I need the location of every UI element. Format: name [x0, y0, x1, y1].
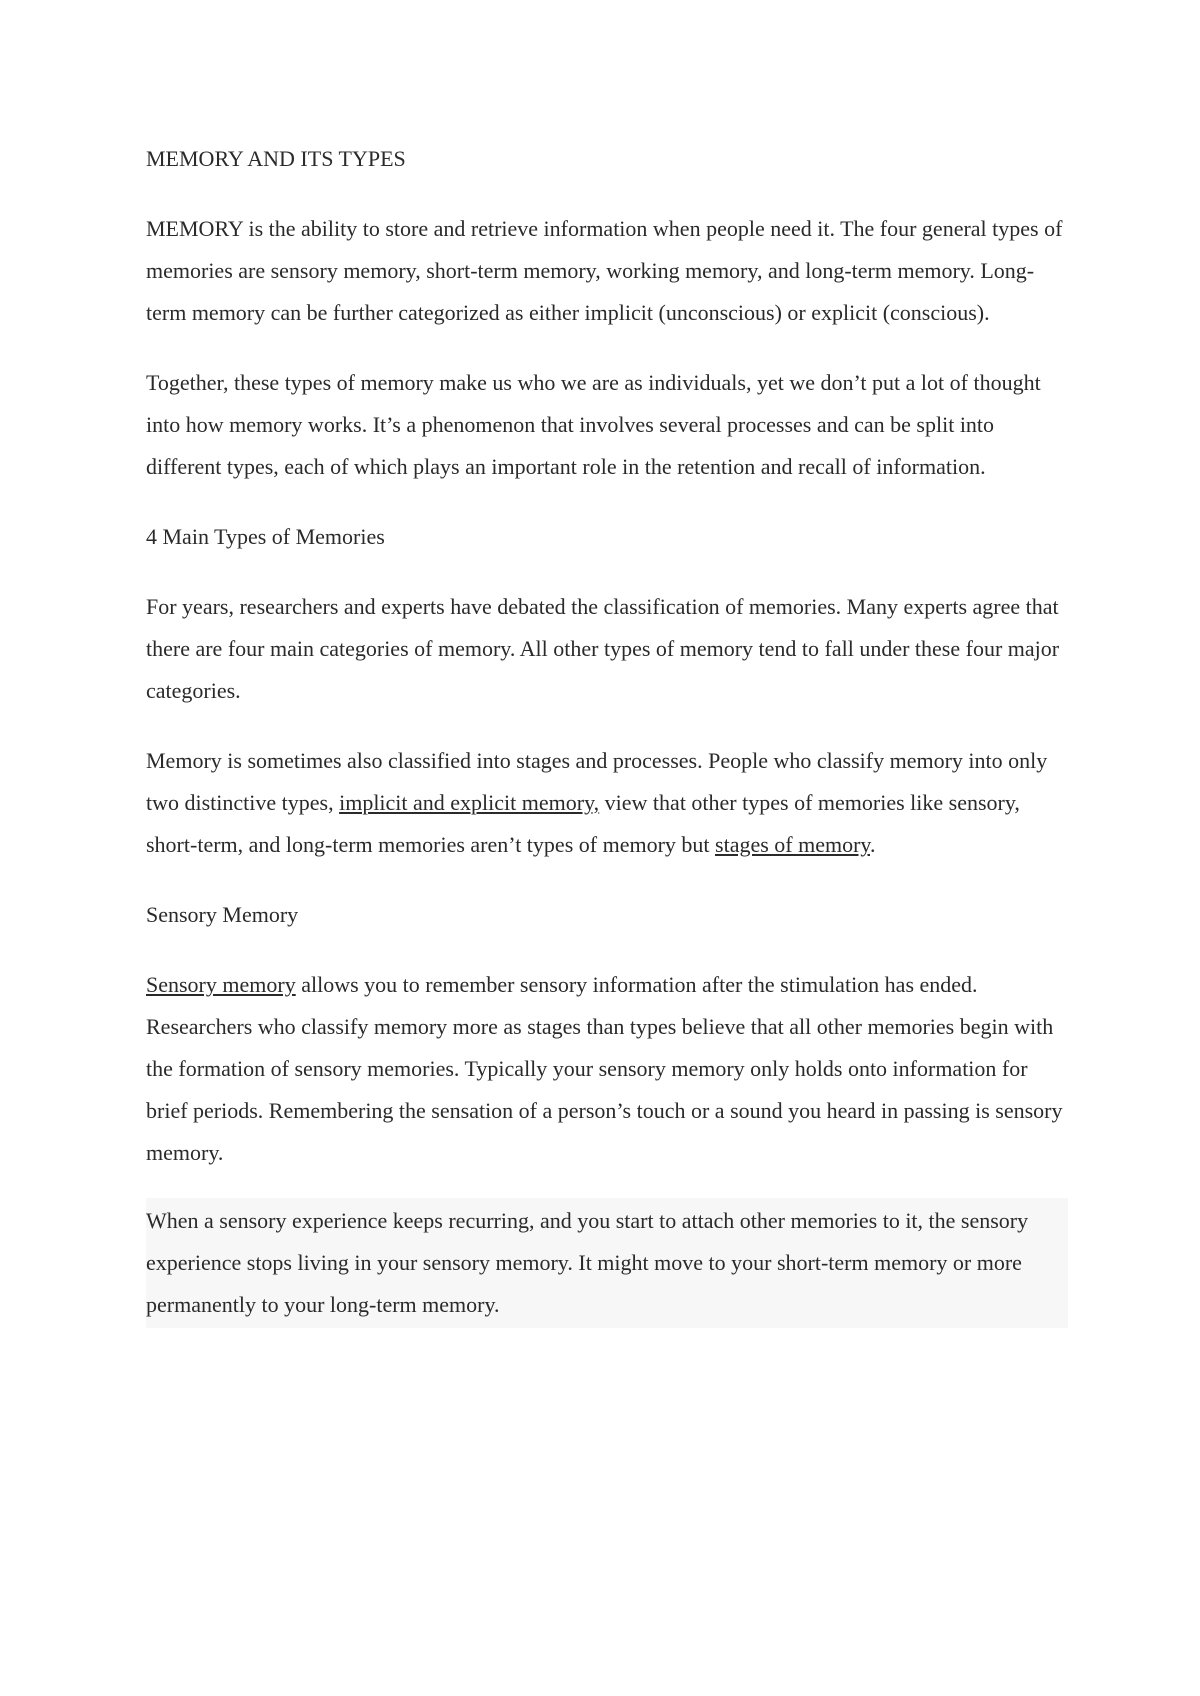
section-heading-main-types: 4 Main Types of Memories: [146, 524, 385, 549]
sensory-paragraph: [146, 964, 1068, 1174]
stages-text-middle: view that other types of memories like sensory, short-term, and long-term memories aren’t types of memory but: [146, 790, 1020, 857]
implicit-explicit-memory-link[interactable]: implicit and explicit memory,: [339, 790, 600, 815]
stages-text-start: Memory is sometimes also classified into stages and processes. People who classify memory into only two distinctive types,: [146, 748, 1048, 815]
classification-paragraph: For years, researchers and experts have debated the classification of memories. Many experts agree that there are four main categories of memory. All other types of memory tend to fall under these four major categories.: [146, 594, 1060, 703]
recurring-experience-paragraph: When a sensory experience keeps recurring, and you start to attach other memories to it, the sensory experience stops living in your sensory memory. It might move to your short-term memory or more permanently to your long-term memory.: [146, 1198, 1068, 1328]
sensory-memory-link[interactable]: Sensory memory: [146, 972, 296, 997]
intro-paragraph: MEMORY is the ability to store and retrieve information when people need it. The four general types of memories are sensory memory, short-term memory, working memory, and long-term memory. Long-term memory can be further categorized as either implicit (unconscious) or explicit (conscious).: [146, 216, 1063, 325]
sensory-paragraph-text: allows you to remember sensory information after the stimulation has ended. Researchers who classify memory more as stages than types believe that all other memories begin with the formation of sensory memories. Typically your sensory memory only holds onto information for brief periods. Remembering the sensation of a person’s touch or a sound you heard in passing is sensory memory.: [146, 972, 1063, 1165]
overview-paragraph: Together, these types of memory make us who we are as individuals, yet we don’t put a lot of thought into how memory works. It’s a phenomenon that involves several processes and can be split into different types, each of which plays an important role in the retention and recall of information.: [146, 370, 1041, 479]
document-body: [146, 138, 1068, 1356]
section-heading-sensory-memory: Sensory Memory: [146, 902, 299, 927]
stages-text-end: .: [870, 832, 876, 857]
stages-paragraph: [146, 740, 1068, 866]
document-title: MEMORY AND ITS TYPES: [146, 146, 406, 171]
stages-of-memory-link[interactable]: stages of memory: [715, 832, 870, 857]
